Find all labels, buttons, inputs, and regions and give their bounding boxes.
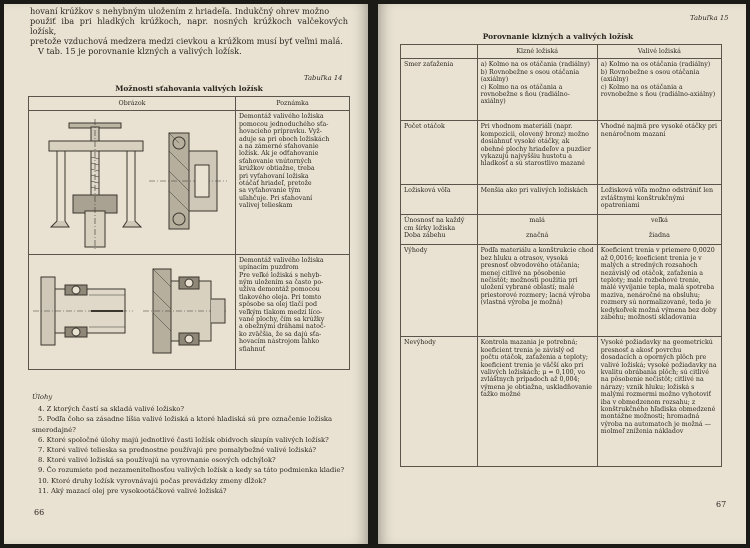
note-line: tlakového oleja. Pri tomto (239, 293, 322, 301)
row-label: Únosnosť na každý cm šírky ložiska Doba zábehu (401, 215, 478, 245)
sliding-cell: Pri vhodnom materiáli (napr. kompozícii, olovený bronz) možno dosiahnuť vysoké otáčky, ak obehné plochy hriadeľov a puzdier vykazujú najvyššiu hustotu a hladkosť a sú starostlivo mazané (477, 121, 597, 185)
rolling-cell: veľká žiadna (597, 215, 721, 245)
task-item: 8. Ktoré valivé ložiská sa používajú na vyrovnanie osových odchýlok? (38, 456, 276, 465)
task-item: 5. Podľa čoho sa zásadne líšia valivé ložiská a ktoré hladiská sú pre označenie ložiska smerodajné? (32, 415, 333, 434)
note-line: vané plochy, čím sa krúžky (239, 316, 325, 324)
removal-table (28, 96, 350, 370)
sliding-cell: malá značná (477, 215, 597, 245)
task-item: 11. Aký mazací olej pre vysokootáčkové valivé ložiská? (38, 486, 227, 495)
rolling-cell: Koeficient trenia v priemere 0,0020 až 0,0016; koeficient trenia je v malých a stredných rozsahoch nezávislý od otáčok, zaťaženia a teploty; malé rozbehové trenie, malé vyvíjanie tepla, malá spotreba maziva, nenáročné na obsluhu; rozmery sú normalizované, teda je kedykoľvek možná výmena bez doby zábehu; možnosti skladovania (597, 245, 721, 337)
table-row (401, 59, 722, 121)
row-label: Smer zaťaženia (401, 59, 478, 121)
page-number-right: 67 (716, 500, 727, 509)
note-line: sťahovanie vnútorných (239, 157, 312, 165)
task-item: 6. Ktoré spoločné úlohy majú jednotlivé časti ložísk obidvoch skupín valivých ložísk? (38, 435, 329, 444)
note-line: valivej telieskam (239, 202, 293, 210)
table-title: Porovnanie klzných a valivých ložísk (482, 32, 634, 41)
right-page (378, 4, 746, 544)
comparison-table (400, 44, 722, 467)
rolling-cell: a) Kolmo na os otáčania (radiálny) b) Rovnobežne s osou otáčania (axiálny) c) Kolmo na os otáčania a rovnobežne s ňou (radiálno-axiálny) (597, 59, 721, 121)
table-row (401, 245, 722, 337)
note-line: uľahčuje. Pri sťahovaní (239, 194, 313, 202)
table-number: Tabuľka 14 (304, 74, 343, 82)
intro-paragraph (30, 6, 348, 56)
intro-line: hovaní krúžkov s nehybným uložením z hriadeľa. Indukčný ohrev možno (30, 6, 330, 16)
note-line: Demontáž valivého ložiska (239, 113, 324, 121)
note-line: sťiahnuť (239, 345, 266, 353)
row-label: Počet otáčok (401, 121, 478, 185)
rolling-cell: Vhodné najmä pre vysoké otáčky pri nenáročnom mazaní (597, 121, 721, 185)
task-item: 9. Čo rozumiete pod nezameniteľnosťou valivých ložísk a kedy sa táto podmienka kladie? (38, 466, 345, 475)
rolling-cell: Ložisková vôľa možno odstrániť len zvláštnymi konštrukčnými opatreniami (597, 185, 721, 215)
note-line: Pre veľké ložiská s nehyb- (239, 271, 322, 279)
note-line: a na zámerné sťahovanie (239, 143, 319, 151)
note-cell-2 (236, 254, 350, 369)
note-line: spôsobe sa olej tlačí pod (239, 301, 318, 309)
note-line: Demontáž valivého ložiska (239, 256, 324, 264)
sliding-cell: Menšia ako pri valivých ložiskách (477, 185, 597, 215)
table-title: Možnosti sťahovania valivých ložísk (115, 84, 263, 93)
note-line: ným uložením sa často po- (239, 279, 324, 287)
note-line: otáčať hriadeľ, pretože (239, 180, 312, 188)
task-item: 7. Ktoré valivé telieska sa prednostne používajú pre pomalybežné valivé ložiská? (38, 446, 317, 455)
note-line: krúžkov obtiažne, treba (239, 165, 315, 173)
oil-pressure-drawing (29, 255, 229, 367)
tasks-section (32, 392, 350, 496)
col-rolling-header: Valivé ložiská (597, 45, 721, 59)
intro-line: použiť iba pri hladkých krúžkoch, napr. nosných krúžkoch valčekových ložísk, (30, 16, 348, 36)
note-line: užíva demontáž pomocou (239, 286, 320, 294)
table-number: Tabuľka 15 (690, 14, 729, 22)
intro-line: pretože vzduchová medzera medzi cievkou a krúžkom musí byť veľmi malá. (30, 36, 343, 46)
table-row (401, 185, 722, 215)
note-line: ložísk. Ak je odťahovanie (239, 150, 319, 158)
tasks-heading: Úlohy (32, 393, 53, 401)
task-item: 4. Z ktorých častí sa skladá valivé ložisko? (38, 405, 185, 414)
row-label: Ložisková vôľa (401, 185, 478, 215)
page-number-left: 66 (34, 508, 45, 517)
note-line: a obežnými dráhami natoč- (239, 323, 326, 331)
sliding-cell: Podľa materiálu a konštrukcie chod bez hluku a otrasov, vysoká presnosť obvodového otáčania; menej citlivé na pôsobenie nečistôt; možnosti použitia pri uložení vybrané oblastí; malé priestorové rozmery; lacná výroba (vlastná výroba je možná) (477, 245, 597, 337)
col-note-header: Poznámka (236, 97, 350, 111)
col-sliding-header: Klzné ložiská (477, 45, 597, 59)
rolling-cell: Vysoké požiadavky na geometrickú presnosť a akosť povrchu dosadacích a oporných plôch pre valivé ložiská; vysoké požiadavky na kvalitu obrábania plôch; sú citlivé na pôsobenie nečistôt; citlivé na nárazy; vznik hluku; ložiská s malými rozmermi možno vyhotoviť iba v obmedzenom rozsahu; z konštrukčného hľadiska obmedzené montážne možnosti; hromadná výroba na automatoch je možná — molmeľ zníženia nákladov (597, 337, 721, 467)
note-line: upínacím puzdrom (239, 264, 299, 272)
row-label: Výhody (401, 245, 478, 337)
task-item: 10. Ktoré druhy ložísk vyrovnávajú počas prevádzky zmeny dĺžok? (38, 476, 267, 485)
image-cell-2 (29, 254, 236, 369)
left-page (4, 4, 368, 544)
note-line: sa vyťahovanie tým (239, 187, 301, 195)
sliding-cell: Kontrola mazania je potrebná; koeficient trenia je závislý od počtu otáčok, zaťaženia a teploty; koeficient trenia je väčší ako pri valivých ložiskách; μ = 0,100, vo zvláštnych prípadoch až 0,004; výmena je obtiažna, uskladňovanie ťažko možné (477, 337, 597, 467)
puller-drawing (29, 111, 229, 251)
table-row (401, 337, 722, 467)
note-line: hovacím nástrojom ľahko (239, 338, 320, 346)
note-line: veľkým tlakom medzi líco- (239, 308, 323, 316)
note-line: ko zväčšia, že sa dajú sťa- (239, 330, 322, 338)
note-line: hovacieho prípravku. Vyž- (239, 128, 322, 136)
note-line: aduje sa pri oboch ložiskách (239, 135, 330, 143)
note-line: pri vyťahovaní ložiska (239, 172, 309, 180)
table-row (401, 121, 722, 185)
intro-line: V tab. 15 je porovnanie klzných a valivých ložísk. (38, 46, 242, 56)
table-row (401, 215, 722, 245)
image-cell-1 (29, 111, 236, 254)
col-feature-header (401, 45, 478, 59)
row-label: Nevýhody (401, 337, 478, 467)
note-line: pomocou jednoduchého sťa- (239, 120, 329, 128)
note-cell-1 (236, 111, 350, 254)
col-image-header: Obrázok (29, 97, 236, 111)
sliding-cell: a) Kolmo na os otáčania (radiálny) b) Rovnobežne s osou otáčania (axiálny) c) Kolmo na os otáčania a rovnobežne s ňou (radiálno-axiálny) (477, 59, 597, 121)
